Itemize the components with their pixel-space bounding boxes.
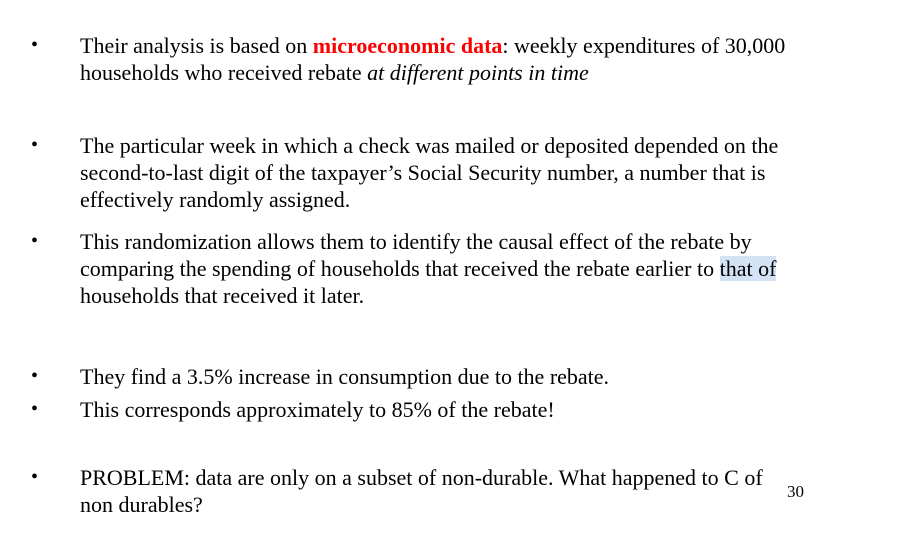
bullet-3-line-1: This randomization allows them to identify the causal effect of the rebate by [80, 229, 752, 254]
bullet-2-line-1: The particular week in which a check was mailed or deposited depended on the [80, 133, 779, 158]
bullet-3-line-3: households that received it later. [80, 283, 365, 308]
bullet-1-text-part3: : weekly expenditures of 30,000 [502, 33, 786, 58]
bullet-6-text [80, 464, 900, 518]
bullet-dot: • [31, 365, 39, 387]
bullet-3-line-2: comparing the spending of households that received the rebate earlier to [80, 256, 720, 281]
bullet-dot: • [31, 398, 39, 420]
bullet-1-emphasis: microeconomic data [312, 33, 503, 58]
bullet-4-text: They find a 3.5% increase in consumption due to the rebate. [80, 364, 610, 389]
bullet-dot: • [31, 34, 39, 56]
bullet-2-text [80, 132, 900, 213]
bullet-3-highlighted-text[interactable]: that of [719, 256, 777, 281]
bullet-3-text [80, 228, 900, 309]
bullet-6-line-1: PROBLEM: data are only on a subset of non-durable. What happened to C of [80, 465, 763, 490]
bullet-6-line-2: non durables? [80, 492, 203, 517]
bullet-1-text [80, 32, 900, 86]
bullet-2-line-3: effectively randomly assigned. [80, 187, 351, 212]
bullet-5-text: This corresponds approximately to 85% of the rebate! [80, 397, 555, 422]
bullet-2-line-2: second-to-last digit of the taxpayer’s Social Security number, a number that is [80, 160, 766, 185]
bullet-1-text-part4: households who received rebate [80, 60, 368, 85]
bullet-dot: • [31, 134, 39, 156]
bullet-dot: • [31, 466, 39, 488]
bullet-dot: • [31, 230, 39, 252]
page-number: 30 [787, 482, 804, 501]
bullet-1-text-part1: Their analysis is based on [80, 33, 313, 58]
bullet-1-italic: at different points in time [367, 60, 589, 85]
